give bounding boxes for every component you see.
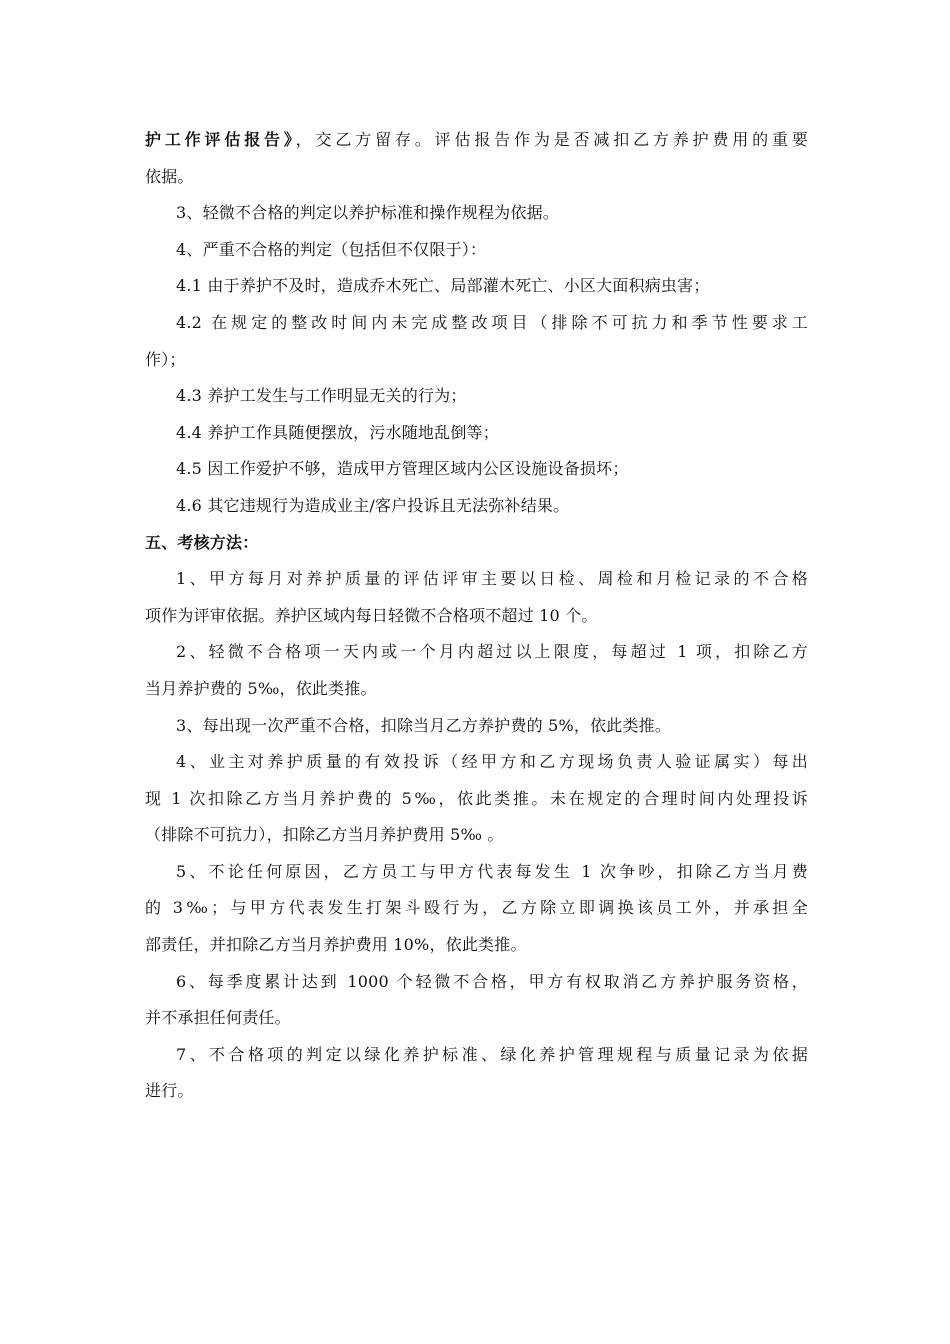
- paragraph-line: 3、每出现一次严重不合格，扣除当月乙方养护费的 5%，依此类推。: [176, 715, 672, 735]
- document-page: [145, 122, 808, 1110]
- paragraph-line: 并不承担任何责任。: [145, 1008, 291, 1028]
- paragraph-line: 6、每季度累计达到 1000 个轻微不合格，甲方有权取消乙方养护服务资格，: [176, 971, 808, 991]
- paragraph-line: 项作为评审依据。养护区域内每日轻微不合格项不超过 10 个。: [145, 605, 598, 625]
- paragraph-line: 进行。: [145, 1081, 194, 1101]
- text-span: ，交乙方留存。评估报告作为是否减扣乙方养护费用的重要: [295, 130, 809, 149]
- paragraph-line: 4.4 养护工作具随便摆放，污水随地乱倒等；: [176, 422, 499, 442]
- paragraph-line: 2、轻微不合格项一天内或一个月内超过以上限度，每超过 1 项，扣除乙方: [176, 642, 808, 662]
- bold-report-title: 护工作评估报告》: [145, 130, 296, 149]
- paragraph-line: 3、轻微不合格的判定以养护标准和操作规程为依据。: [176, 203, 559, 223]
- paragraph-line: 的 3‰；与甲方代表发生打架斗殴行为，乙方除立即调换该员工外，并承担全: [145, 898, 808, 918]
- paragraph-line: 4.1 由于养护不及时，造成乔木死亡、局部灌木死亡、小区大面积病虫害；: [176, 276, 710, 296]
- section-heading: 五、考核方法：: [145, 532, 259, 552]
- paragraph-line: 4、业主对养护质量的有效投诉（经甲方和乙方现场负责人验证属实）每出: [176, 752, 808, 772]
- paragraph-line: 5、不论任何原因，乙方员工与甲方代表每发生 1 次争吵，扣除乙方当月费: [176, 861, 808, 881]
- paragraph-line: 现 1 次扣除乙方当月养护费的 5‰，依此类推。未在规定的合理时间内处理投诉: [145, 788, 808, 808]
- paragraph-line: 4、严重不合格的判定（包括但不仅限于）：: [176, 239, 487, 259]
- paragraph-line: 4.6 其它违规行为造成业主/客户投诉且无法弥补结果。: [176, 495, 570, 515]
- paragraph-line: 作）；: [145, 349, 186, 369]
- paragraph-line: [145, 122, 808, 159]
- paragraph-line: 部责任，并扣除乙方当月养护费用 10%，依此类推。: [145, 935, 527, 955]
- paragraph-line: 1、甲方每月对养护质量的评估评审主要以日检、周检和月检记录的不合格: [176, 569, 808, 589]
- paragraph-line: 4.3 养护工发生与工作明显无关的行为；: [176, 386, 467, 406]
- paragraph-line: 当月养护费的 5‰，依此类推。: [145, 678, 377, 698]
- paragraph-line: 4.2 在规定的整改时间内未完成整改项目（排除不可抗力和季节性要求工: [176, 312, 808, 332]
- paragraph-line: （排除不可抗力），扣除乙方当月养护费用 5‰ 。: [145, 825, 504, 845]
- paragraph-line: 4.5 因工作爱护不够，造成甲方管理区域内公区设施设备损坏；: [176, 459, 629, 479]
- paragraph-line: 7、不合格项的判定以绿化养护标准、绿化养护管理规程与质量记录为依据: [176, 1044, 808, 1064]
- paragraph-line: 依据。: [145, 166, 194, 186]
